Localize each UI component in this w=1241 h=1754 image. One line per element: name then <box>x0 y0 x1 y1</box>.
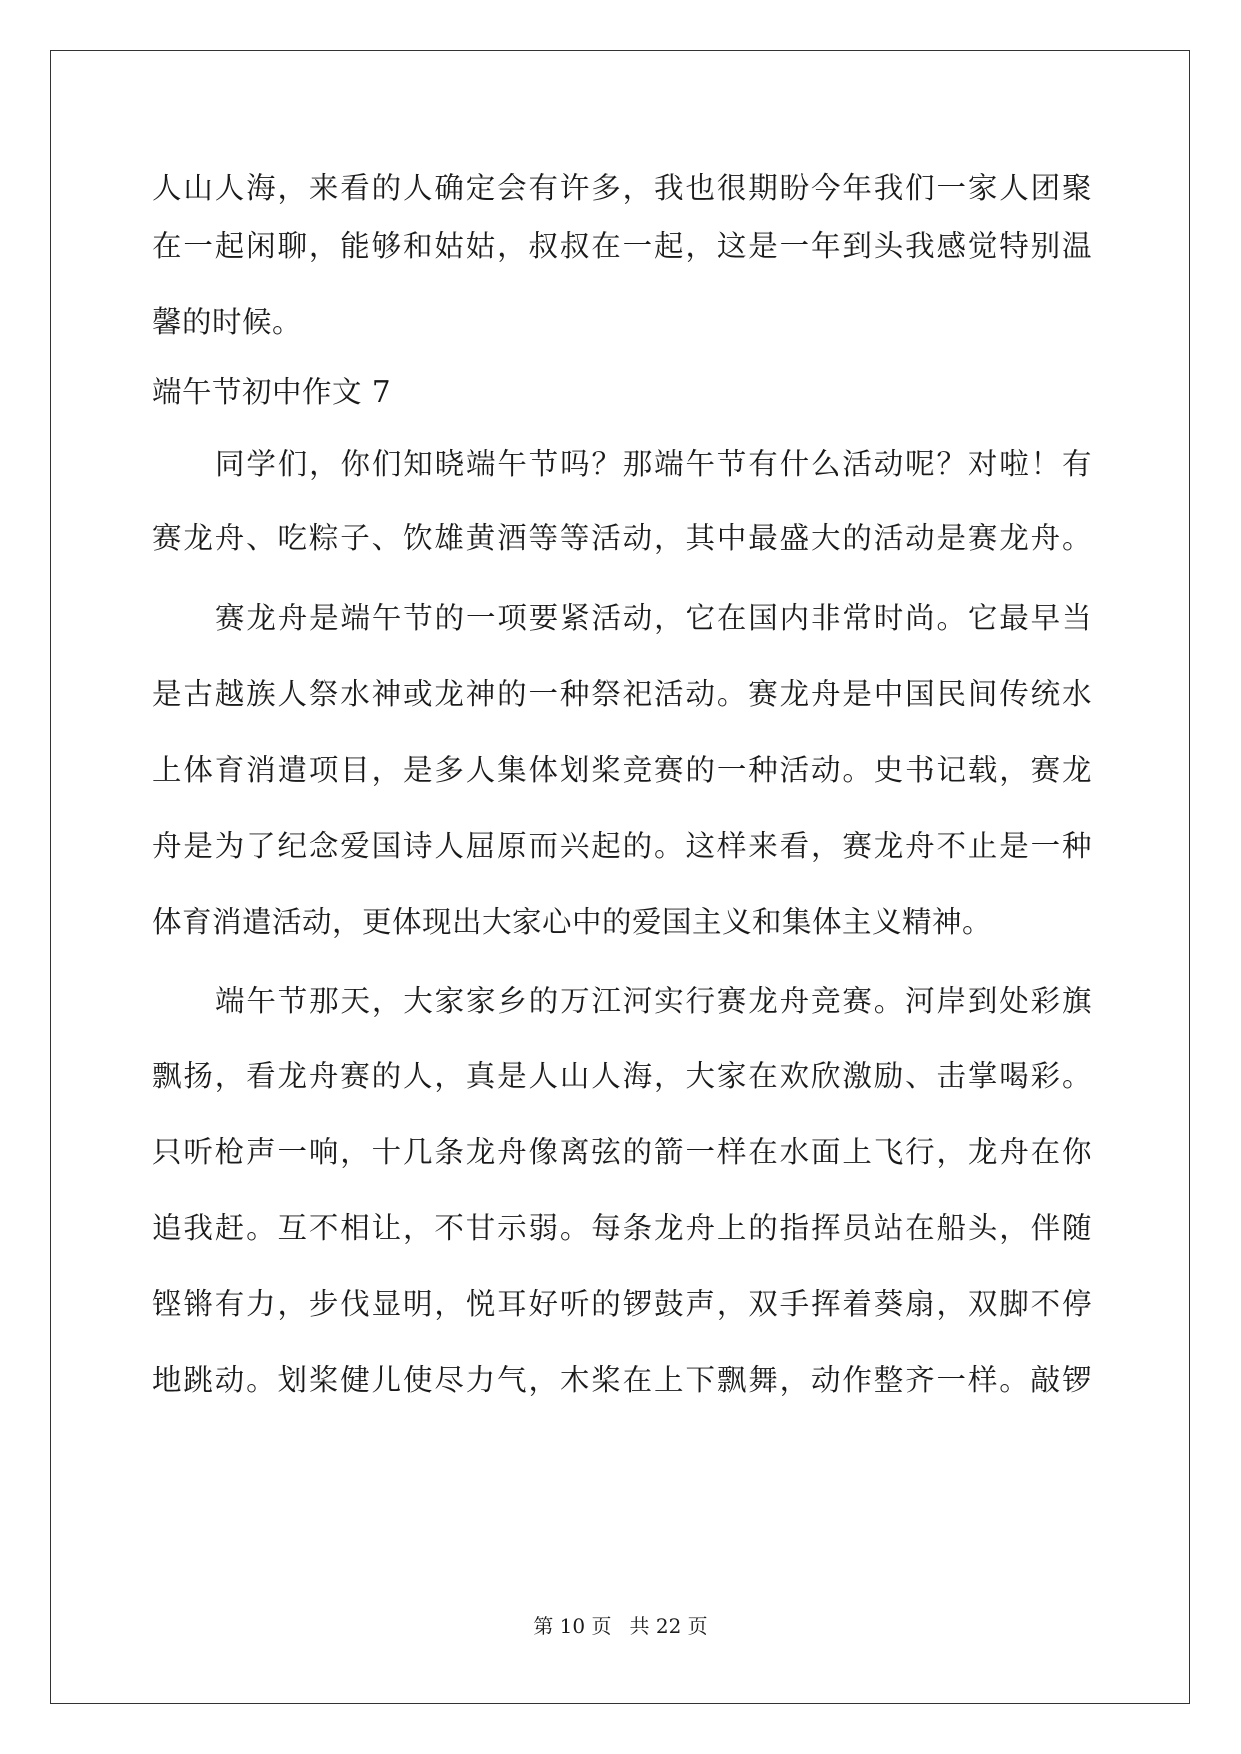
paragraph-3-line-1: 端午节那天，大家家乡的万江河实行赛龙舟竞赛。河岸到处彩旗 <box>215 984 1092 1018</box>
page-footer <box>0 1612 1241 1640</box>
paragraph-1-line-1: 同学们，你们知晓端午节吗？那端午节有什么活动呢？对啦！有 <box>215 447 1092 481</box>
paragraph-3-line-6: 地跳动。划桨健儿使尽力气，木桨在上下飘舞，动作整齐一样。敲锣 <box>152 1363 1092 1397</box>
paragraph-2-line-3: 上体育消遣项目，是多人集体划桨竞赛的一种活动。史书记载，赛龙 <box>152 753 1092 787</box>
text-line-2: 在一起闲聊，能够和姑姑，叔叔在一起，这是一年到头我感觉特别温 <box>152 229 1092 263</box>
text-line-1: 人山人海，来看的人确定会有许多，我也很期盼今年我们一家人团聚 <box>152 171 1092 205</box>
paragraph-3-line-5: 铿锵有力，步伐显明，悦耳好听的锣鼓声，双手挥着葵扇，双脚不停 <box>152 1287 1092 1321</box>
paragraph-3-line-2: 飘扬，看龙舟赛的人，真是人山人海，大家在欢欣激励、击掌喝彩。 <box>152 1059 1092 1093</box>
paragraph-3-line-4: 追我赶。互不相让，不甘示弱。每条龙舟上的指挥员站在船头，伴随 <box>152 1211 1092 1245</box>
paragraph-2-line-2: 是古越族人祭水神或龙神的一种祭祀活动。赛龙舟是中国民间传统水 <box>152 677 1092 711</box>
paragraph-1-line-2: 赛龙舟、吃粽子、饮雄黄酒等等活动，其中最盛大的活动是赛龙舟。 <box>152 521 1092 555</box>
paragraph-3-line-3: 只听枪声一响，十几条龙舟像离弦的箭一样在水面上飞行，龙舟在你 <box>152 1135 1092 1169</box>
section-heading: 端午节初中作文 7 <box>152 375 392 409</box>
page-border <box>50 50 1190 1704</box>
paragraph-2-line-4: 舟是为了纪念爱国诗人屈原而兴起的。这样来看，赛龙舟不止是一种 <box>152 829 1092 863</box>
text-line-3: 馨的时候。 <box>152 305 303 339</box>
page-total: 共 22 页 <box>629 1614 708 1638</box>
paragraph-2-line-5: 体育消遣活动，更体现出大家心中的爱国主义和集体主义精神。 <box>152 905 993 939</box>
paragraph-2-line-1: 赛龙舟是端午节的一项要紧活动，它在国内非常时尚。它最早当 <box>215 601 1092 635</box>
page-number: 第 10 页 <box>533 1614 612 1638</box>
